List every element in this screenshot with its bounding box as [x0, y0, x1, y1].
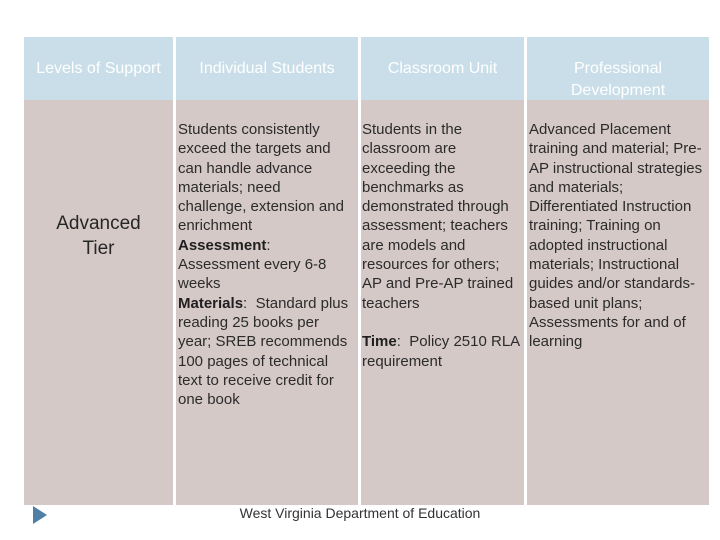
classroom-text: Students in the classroom are exceeding the benchmarks as demonstrated through assessment; teachers are models and resources for others; AP and Pre-AP trained teachers Time: Policy 2510 RLA requirement [362, 121, 520, 370]
column-classroom [361, 37, 524, 505]
column-individual [176, 37, 358, 505]
classroom-description: Students in the classroom are exceeding the benchmarks as demonstrated through assessment; teachers are models and resources for others; AP and Pre-AP trained teachers [362, 121, 514, 312]
column-levels [24, 37, 173, 505]
header-individual: Individual Students [176, 37, 358, 100]
assessment-text: Assessment every 6-8 weeks [178, 256, 327, 293]
individual-text: Students consistently exceed the targets and can handle advance materials; need challenge, extension and enrichment Assessment: Assessment every 6-8 weeks Materials: Standard plus reading 25 books per year; SREB recommends 100 pages of technical text to receive credit for one book [178, 121, 349, 409]
footer-text: West Virginia Department of Education [239, 505, 481, 521]
materials-text: Standard plus reading 25 books per year; SREB recommends 100 pages of technical text to receive credit for one book [178, 294, 349, 409]
time-label: Time [362, 333, 397, 351]
cell-professional [527, 100, 709, 505]
cell-level [24, 100, 173, 505]
materials-label: Materials [178, 294, 244, 312]
cell-classroom [361, 100, 524, 505]
professional-text: Advanced Placement training and material; Pre-AP instructional strategies and materials; Differentiated Instruction training; Training on adopted instructional materials; Instructional guides and/or standards-based unit plans; Assessments for and of learning [529, 121, 703, 351]
cell-individual [176, 100, 358, 505]
header-levels: Levels of Support [24, 37, 173, 100]
assessment-label: Assessment [178, 236, 267, 254]
individual-intro: Students consistently exceed the targets and can handle advance materials; need challenge, extension and enrichment [178, 121, 344, 235]
header-professional: Professional Development [527, 37, 709, 100]
column-professional [527, 37, 709, 505]
support-table [24, 37, 709, 505]
level-name: Advanced Tier [56, 213, 141, 259]
time-text: Policy 2510 RLA requirement [362, 333, 520, 370]
header-classroom: Classroom Unit [361, 37, 524, 100]
